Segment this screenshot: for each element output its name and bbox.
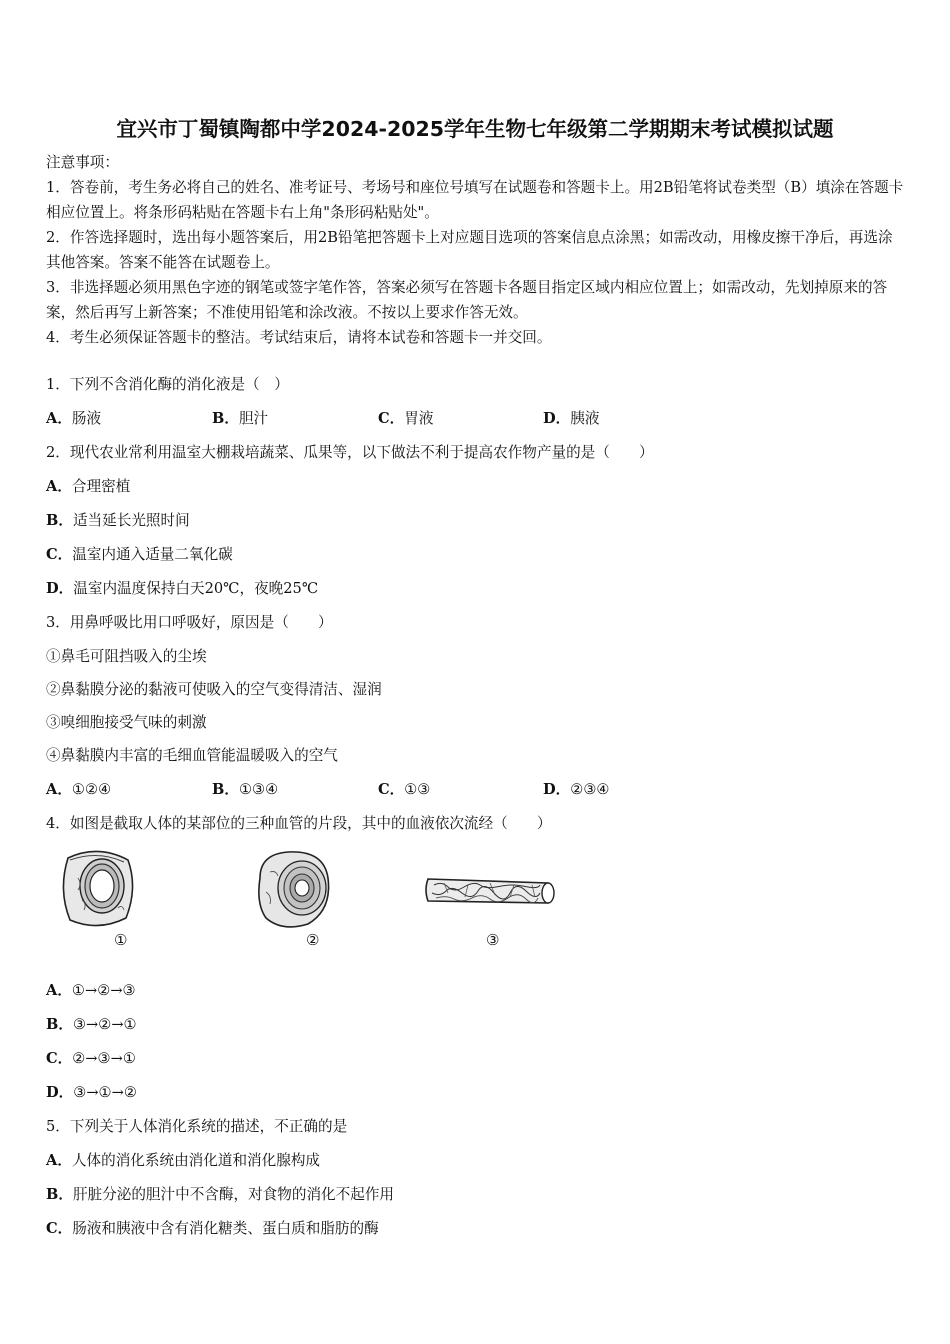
question-5-stem: 5．下列关于人体消化系统的描述，不正确的是 <box>46 1118 348 1135</box>
option-text: 温室内温度保持白天20℃，夜晚25℃ <box>73 580 319 597</box>
notes-item: 3．非选择题必须用黑色字迹的钢笔或签字笔作答，答案必须写在答题卡各题目指定区域内相应位置上；如需改动，先划掉原来的答案，然后再写上新答案；不准使用铅笔和涂改液。不按以上要求作答无效。 <box>46 279 888 321</box>
option-text: ①③④ <box>238 781 279 798</box>
option-text: 合理密植 <box>71 478 131 495</box>
question-4-option <box>46 1049 136 1069</box>
option-letter: D． <box>543 410 571 427</box>
notes-item: 2．作答选择题时，选出每小题答案后，用2B铅笔把答题卡上对应题目选项的答案信息点涂黑；如需改动，用橡皮擦干净后，再选涂其他答案。答案不能答在试题卷上。 <box>46 229 893 271</box>
question-4-stem: 4．如图是截取人体的某部位的三种血管的片段，其中的血液依次流经（ ） <box>46 815 552 832</box>
question-3-stem: 3．用鼻呼吸比用口呼吸好，原因是（ ） <box>46 614 333 631</box>
option-text: 胆汁 <box>238 410 269 427</box>
question-3-statement: ②鼻黏膜分泌的黏液可使吸入的空气变得清洁、湿润 <box>46 681 382 698</box>
option-text: 胰液 <box>570 410 600 427</box>
question-2-option <box>46 579 318 599</box>
option-text: ③→①→② <box>73 1084 137 1101</box>
notes-item: 4．考生必须保证答题卡的整洁。考试结束后，请将本试卷和答题卡一并交回。 <box>46 329 552 346</box>
question-1-stem: 1．下列不含消化酶的消化液是（ ） <box>46 376 289 393</box>
figure-label: ② <box>306 931 320 949</box>
option-letter: A． <box>46 781 72 798</box>
vein-drawing <box>252 848 336 932</box>
option-text: ①②④ <box>71 781 112 798</box>
option-text: ②→③→① <box>72 1050 136 1067</box>
question-5-option <box>46 1151 320 1171</box>
option-letter: C． <box>378 781 405 798</box>
option-letter: B． <box>46 512 73 529</box>
option-text: ①③ <box>404 781 431 798</box>
option-letter: A． <box>46 982 72 999</box>
question-2-option <box>46 511 190 531</box>
option-letter: C． <box>46 546 73 563</box>
question-3-statement: ③嗅细胞接受气味的刺激 <box>46 714 207 731</box>
option-letter: C． <box>46 1050 73 1067</box>
notes-section <box>46 150 906 350</box>
question-4-option <box>46 981 136 1001</box>
notes-item: 1．答卷前，考生务必将自己的姓名、准考证号、考场号和座位号填写在试题卷和答题卡上。用2B铅笔将试卷类型（B）填涂在答题卡相应位置上。将条形码粘贴在答题卡右上角"条形码粘贴处"。 <box>46 179 904 221</box>
artery-drawing <box>58 848 138 930</box>
option-text: 肠液和胰液中含有消化糖类、蛋白质和脂肪的酶 <box>72 1220 379 1237</box>
option-letter: D． <box>543 781 571 798</box>
option-letter: B． <box>212 781 239 798</box>
capillary-drawing <box>424 871 556 913</box>
option-letter: C． <box>46 1220 73 1237</box>
blood-vessel-figure <box>56 843 576 953</box>
option-text: ②③④ <box>570 781 610 798</box>
option-letter: D． <box>46 580 74 597</box>
question-5-option <box>46 1219 379 1239</box>
option-text: 温室内通入适量二氧化碳 <box>72 546 233 563</box>
question-2-stem: 2．现代农业常利用温室大棚栽培蔬菜、瓜果等，以下做法不利于提高农作物产量的是（ ） <box>46 444 654 461</box>
option-letter: A． <box>46 410 72 427</box>
option-letter: B． <box>46 1016 73 1033</box>
option-text: 胃液 <box>404 410 434 427</box>
option-text: 肠液 <box>71 410 102 427</box>
option-letter: A． <box>46 478 72 495</box>
option-text: ③→②→① <box>72 1016 137 1033</box>
option-letter: D． <box>46 1084 74 1101</box>
figure-label: ③ <box>486 931 500 949</box>
question-4-option <box>46 1015 137 1035</box>
page-title: 宜兴市丁蜀镇陶都中学2024-2025学年生物七年级第二学期期末考试模拟试题 <box>116 117 834 141</box>
notes-heading: 注意事项： <box>46 154 119 171</box>
question-2-option <box>46 477 130 497</box>
option-text: ①→②→③ <box>71 982 136 999</box>
option-text: 人体的消化系统由消化道和消化腺构成 <box>71 1152 321 1169</box>
figure-label: ① <box>114 931 128 949</box>
option-letter: A． <box>46 1152 72 1169</box>
option-text: 肝脏分泌的胆汁中不含酶，对食物的消化不起作用 <box>72 1186 395 1203</box>
question-3-statement: ①鼻毛可阻挡吸入的尘埃 <box>46 648 207 665</box>
question-5-option <box>46 1185 394 1205</box>
option-letter: B． <box>212 410 239 427</box>
option-letter: B． <box>46 1186 73 1203</box>
question-2-option <box>46 545 233 565</box>
option-text: 适当延长光照时间 <box>72 512 190 529</box>
question-4-option <box>46 1083 137 1103</box>
question-3-statement: ④鼻黏膜内丰富的毛细血管能温暖吸入的空气 <box>46 747 338 764</box>
option-letter: C． <box>378 410 405 427</box>
